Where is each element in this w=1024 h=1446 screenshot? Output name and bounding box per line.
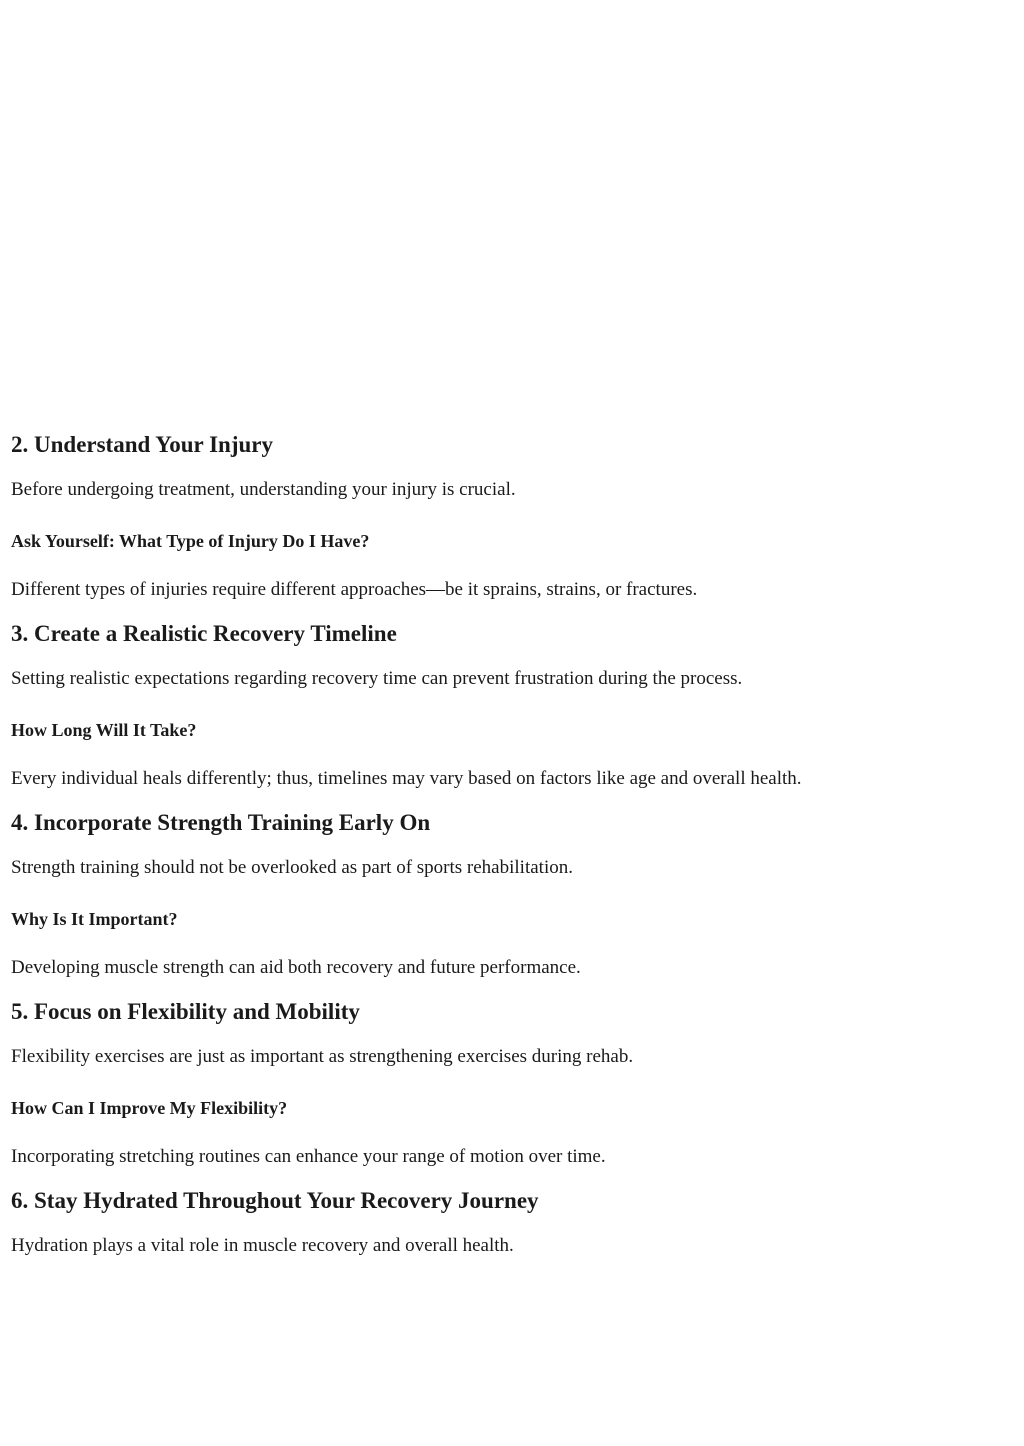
- section-detail: Every individual heals differently; thus, timelines may vary based on factors like age and overall health.: [11, 768, 802, 789]
- section-detail: Incorporating stretching routines can enhance your range of motion over time.: [11, 1146, 606, 1167]
- section-subheading: How Can I Improve My Flexibility?: [11, 1098, 288, 1118]
- section-intro: Hydration plays a vital role in muscle recovery and overall health.: [11, 1235, 514, 1256]
- section-heading: 4. Incorporate Strength Training Early On: [11, 810, 431, 835]
- section-intro: Before undergoing treatment, understanding your injury is crucial.: [11, 479, 516, 500]
- section-hydration: [11, 1184, 1011, 1259]
- article-body: [11, 428, 1011, 1259]
- section-strength-training: [11, 806, 1011, 981]
- section-heading: 6. Stay Hydrated Throughout Your Recovery Journey: [11, 1188, 539, 1213]
- section-understand-injury: [11, 428, 1011, 603]
- section-detail: Different types of injuries require different approaches—be it sprains, strains, or fractures.: [11, 579, 698, 600]
- section-intro: Strength training should not be overlooked as part of sports rehabilitation.: [11, 857, 573, 878]
- blank-top-area: [0, 0, 1024, 428]
- section-intro: Setting realistic expectations regarding recovery time can prevent frustration during the process.: [11, 668, 743, 689]
- section-heading: 3. Create a Realistic Recovery Timeline: [11, 621, 397, 646]
- section-detail: Developing muscle strength can aid both recovery and future performance.: [11, 957, 581, 978]
- section-flexibility-mobility: [11, 995, 1011, 1170]
- section-heading: 2. Understand Your Injury: [11, 432, 273, 457]
- section-recovery-timeline: [11, 617, 1011, 792]
- section-heading: 5. Focus on Flexibility and Mobility: [11, 999, 360, 1024]
- section-subheading: Ask Yourself: What Type of Injury Do I Have?: [11, 531, 370, 551]
- section-subheading: How Long Will It Take?: [11, 720, 197, 740]
- section-subheading: Why Is It Important?: [11, 909, 178, 929]
- section-intro: Flexibility exercises are just as important as strengthening exercises during rehab.: [11, 1046, 634, 1067]
